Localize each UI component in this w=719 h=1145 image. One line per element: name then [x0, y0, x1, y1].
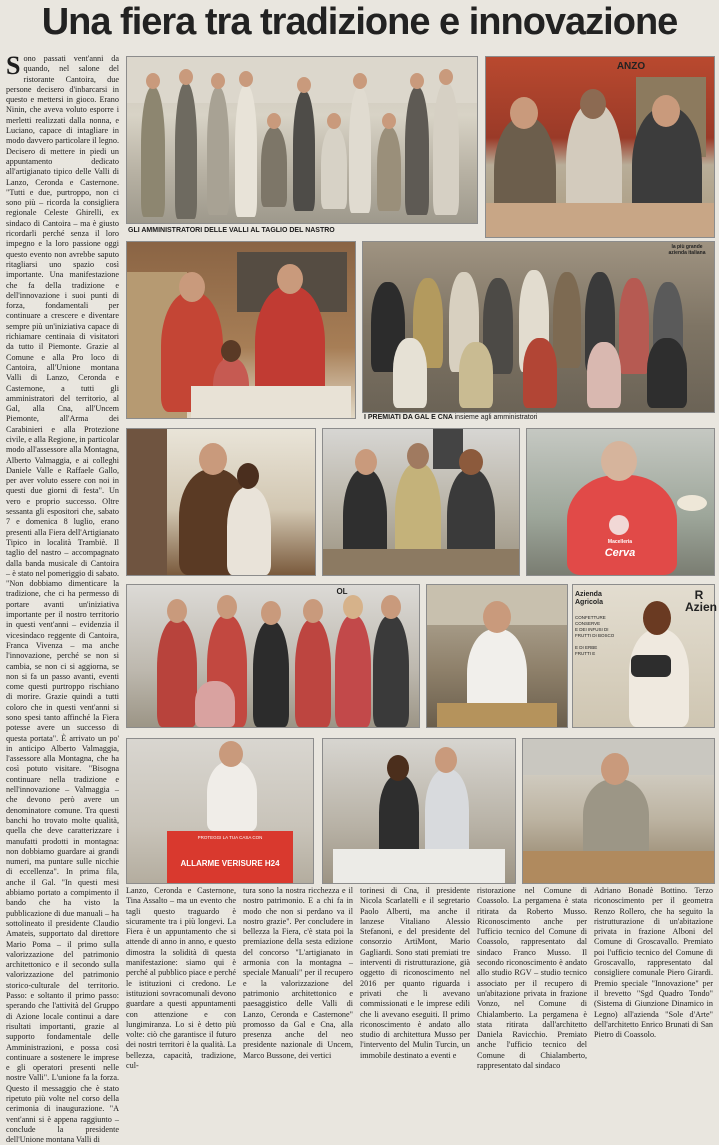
- drop-cap: S: [6, 51, 21, 80]
- photo-woman-red-shirt: [526, 428, 715, 576]
- sign-text: CONFETTURE CONSERVE E DEI INFUSI DI FRUTTI DI BOSCO E DI ERBE FRUTTI E: [575, 615, 615, 656]
- sign-text: Azienda Agricola: [575, 591, 604, 606]
- sign-text: R Azien: [685, 588, 718, 614]
- caption-bold: I PREMIATI DA GAL E CNA: [364, 414, 453, 421]
- shirt-text: Cerva: [604, 547, 636, 559]
- article-column-4: [360, 886, 470, 1060]
- article-text: ristorazione nel Comune di Coassolo. La pergamena è stata ritirata da Roberto Musso. Riconoscimento anche per l'ufficio tecnico del Comune di Coassolo, rappresentato dal sindaco Franco Musso. Il secondo riconoscimento è andato allo studio RGV – studio tecnico associato per il recupero di un'abitazione privata in frazione Vonzo, nel Comune di Chialamberto. La pergamena è stata ritirata dall'architetto Daniela Ravicchio. Premiato anche l'ufficio tecnico del Comune di Chialamberto, rappresentato dal sindaco: [477, 886, 587, 1071]
- photo-family-stand: [126, 241, 356, 419]
- article-text: torinesi di Cna, il presidente Nicola Scarlatelli e il segretario Paolo Alberti, ma anche il lanzese Vitaliano Alessio Stefanoni, e del presidente del consorzio ArtiMont, Mario Gagliardi. Sono stati premiati tre interventi di ristrutturazione, già oggetto di riconoscimento nel 2016 per quanto riguarda i privati che li avevano commissionati e le imprese edili che li avevano eseguiti. Il primo riconoscimento è andato allo studio di architettura Musso per l'intervento del Mulin Turcin, un immobile destinato a eventi e: [360, 886, 470, 1060]
- photo-man-market-stall: [522, 738, 715, 884]
- article-paragraph: [6, 51, 119, 1145]
- photo-caption: [364, 413, 537, 422]
- sign-text: ANZO: [616, 61, 646, 72]
- article-column-1: [6, 51, 119, 1145]
- sign-text: la più grande azienda italiana: [668, 244, 706, 256]
- photo-three-visitors: [322, 428, 520, 576]
- photo-table-three-people: [485, 56, 715, 238]
- photo-young-man-white-shirt: [426, 584, 568, 728]
- photo-women-red-aprons: [126, 584, 420, 728]
- sign-text: OL: [336, 587, 348, 596]
- banner-text-big: ALLARME VERISURE H24: [180, 859, 280, 868]
- photo-farm-stand: [572, 584, 718, 728]
- article-column-2: [126, 886, 236, 1071]
- shirt-text-sub: Macelleria: [607, 539, 633, 545]
- article-text: ono passati vent'anni da quando, nel salone del ristorante Cantoira, due persone decisero d'inbarcarsi in questo e mettersi in gioco. Erano Ninin, che aveva voluto esporre i merletti realizzati dalla nonna, e Luciano, capace di intagliare in modo davvero particolare il legno. Decisero di mettere in piedi un appuntamento dedicato all'artigianato tipico delle Valli di Lanzo, Ceronda e Casternone. "Tutti e due, purtroppo, non ci sono più – ricorda la consigliera regionale Celeste Ghirelli, ex sindaco di Cantoira – ma è giusto ricordarli perché senza il loro impegno e la loro passione oggi questo evento non avrebbe saputo ritagliarsi uno spazio così importante. Una manifestazione che fa della tradizione e dell'innovazione i suoi punti di forza, fondamentali per continuare a crescere e diventare sempre più un'iniziativa capace di richiamare centinaia di visitatori da tutto il Piemonte. Grazie al Comune e alla Pro loco di Cantoira, all'Unione montana Valli di Lanzo, Ceronda e Casternone, a tutti gli amministratori del territorio, al Gal, alla Cna, all'Uncem Piemonte, all'Arma dei Carabinieri e alla Protezione civile, e alla Regione, in particolar modo all'assessore alla Montagna, Alberto Valmaggia, e ai colleghi Daniele Valle e Raffaele Gallo, per aver voluto essere con noi in questi due giorni di festa". Un vero e proprio successo. Oltre sessanta gli espositori che, sabato 7 e domenica 8 luglio, erano presenti alla Fiera dell'Artigianato Tipico in località Trambiè. Il taglio del nastro – accompagnato dalla banda musicale di Cantoira – è stato nel pomeriggio di sabato. "Non dobbiamo dimenticare la tradizione, che ci ha permesso di portare avanti un'iniziativa importante per il nostro territorio in questi vent'anni – evidenzia il vicesindaco reggente di Cantoira, Franca Vivenza – ma anche l'innovazione, perché se non si cambia, se non ci si aggiorna, se non si fa un passo avanti, eventi come questi purtroppo rischiano di morire. Grazie quindi a tutti coloro che in questi vent'anni si sono spesi tanto affinché la Fiera potesse avere un successo di questa portata". È arrivato un po' in anticipo Alberto Valmaggia, l'assessore alla Montagna, che ha così potuto visitare. "Bisogna continuare nella tradizione e nell'innovazione – Valmaggia – che devono però avere un denominatore comune. Tra questi banchi ho trovato molte qualità, quella che deve caratterizzare i manufatti prodotti in montagna: non dobbiamo guardare ai grandi numeri, ma puntare sulle nicchie di eccellenza". In prima fila, anche il Gal. "In questi mesi abbiamo portato a compimento il bando che ha visto la pubblicazione di due manuali – ha sottolineato il presidente Claudio Amateis, supportato dal direttore Mario Poma – il primo sulla valorizzazione del patrimonio architettonico e il secondo sulla valorizzazione del patrimonio storico-culturale del territorio. Passo: e soltanto il primo passo: sperando che l'attività del Gruppo di Azione locale continui a dare risultati importanti, grazie al supporto fondamentale delle Amministrazioni, e possa così continuare a sostenere le imprese e gli operatori presenti nelle nostre Valli". L'unione fa la forza. Questo il messaggio che è stato ripetuto più volte nel corso della cerimonia di inaugurazione. "A vent'anni si è appena raggiunto – conclude la presidente dell'Unione montana Valli di: [6, 54, 119, 1145]
- photo-awarded-group: [362, 241, 715, 413]
- article-column-6: [594, 886, 713, 1051]
- article-text: Adriano Bonadè Bottino. Terzo riconoscimento per il geometra Renzo Rollero, che ha seguito la ristrutturazione di un'abitazione privata in frazione Alboni del Comune di Groscavallo. Premiato poi l'ufficio tecnico del Comune di Groscavallo, rappresentato dal consigliere comunale Piero Girardi. Premio speciale "Innovazione" per il brevetto "Sgd Quadro Tondo" (Sistema di Giunzione Dinamico in Legno) all'azienda "Sole d'Arte" dell'architetto Enrico Brunati di San Pietro di Coassolo.: [594, 886, 713, 1040]
- photo-alarm-booth: [126, 738, 314, 884]
- caption-rest: insieme agli amministratori: [454, 414, 538, 421]
- banner-text-small: PROTEGGI LA TUA CASA CON: [197, 835, 263, 840]
- photo-caption: GLI AMMINISTRATORI DELLE VALLI AL TAGLIO DEL NASTRO: [128, 227, 335, 234]
- article-text: Lanzo, Ceronda e Casternone, Tina Assalto – ma un evento che tagli questo traguardo è sicuramente tra i più longevi. La Fiera è un appuntamento che si attende di anno in anno, e questo dimostra la solidità di questa manifestazione: siamo qui è perché al pubblico piace e perché le istituzioni ci credono. Le istituzioni sovracomunali devono guardare a questi appuntamenti con attenzione e con lungimiranza. Lo si è detto più volte: ciò che garantisce il futuro dei nostri territori è la qualità. La bellezza, capacità, tradizione, cul-: [126, 886, 236, 1071]
- photo-group-administrators: [126, 56, 478, 224]
- headline: Una fiera tra tradizione e innovazione: [41, 1, 678, 43]
- article-column-5: [477, 886, 587, 1071]
- article-column-3: [243, 886, 353, 1060]
- article-text: tura sono la nostra ricchezza e il nostro patrimonio. E a chi fa in modo che non si perdano va il nostro grazie". Per concludere in bellezza la Fiera, c'è stata poi la premiazione della sesta edizione del concorso "L'artigianato in armonia con la montagna – speciale Manuali" per il recupero e la valorizzazione del patrimonio architettonico e paesaggistico delle Valli di Lanzo, Ceronda e Casternone" promosso da Gal e Cna, alla presenza anche del neo presidente nazionale di Uncem, Marco Bussone, dei vertici: [243, 886, 353, 1060]
- photo-man-with-child: [126, 428, 316, 576]
- photo-couple-ceramics: [322, 738, 516, 884]
